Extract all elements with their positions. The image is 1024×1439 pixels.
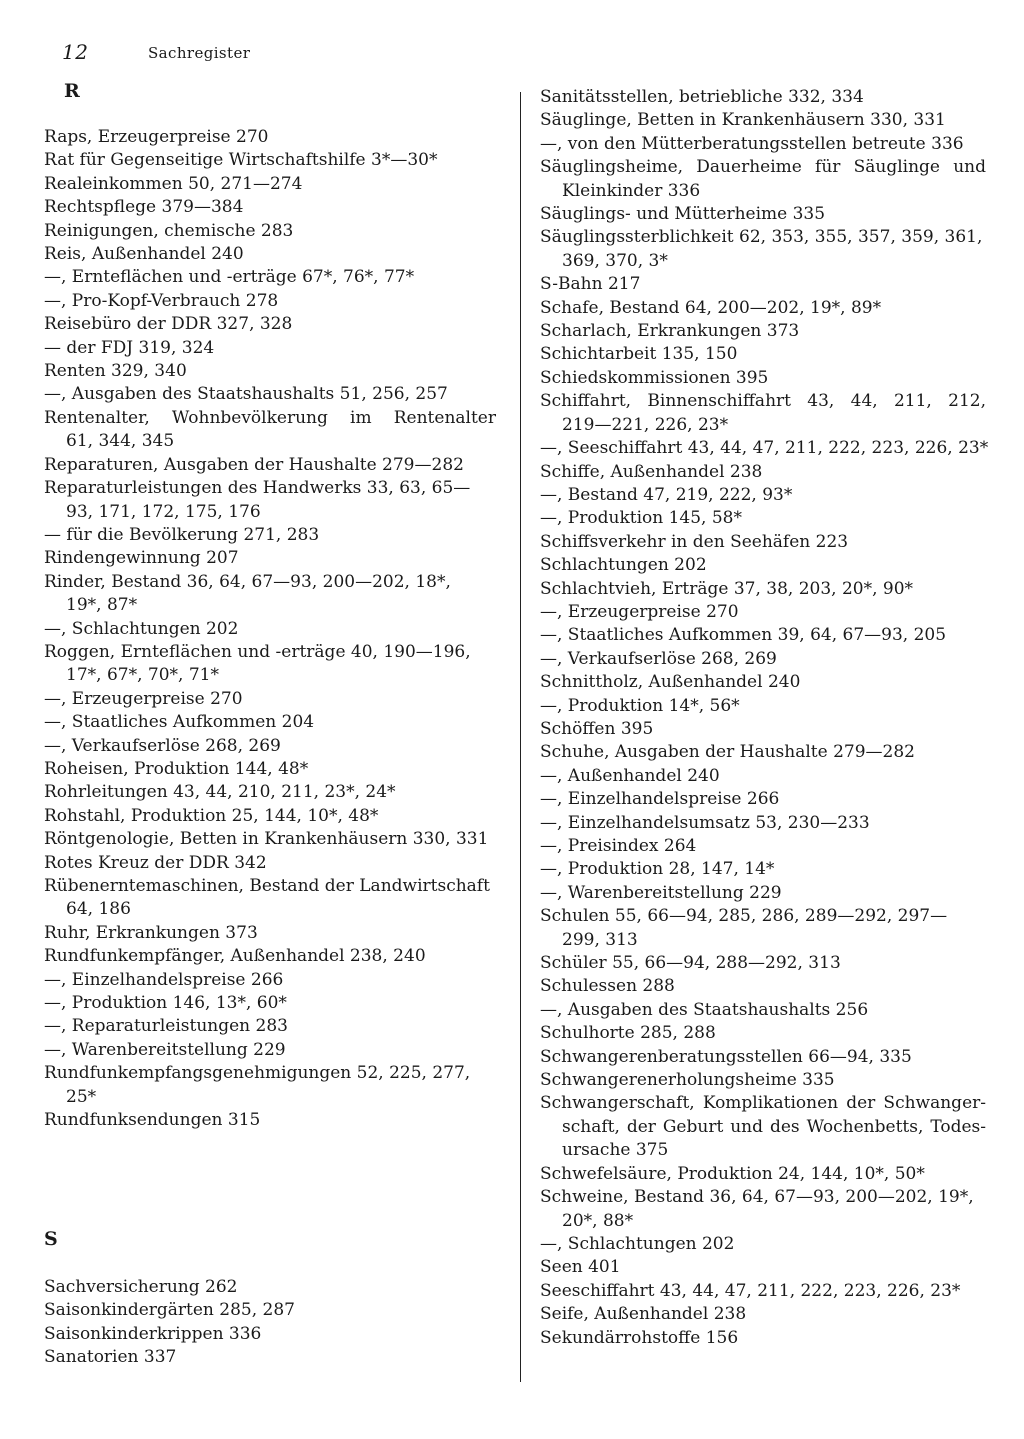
running-title: Sachregister	[148, 44, 251, 62]
index-entry: —, Produktion 28, 147, 14*	[540, 859, 775, 880]
index-entry: —, Ausgaben des Staatshaushalts 51, 256, 257	[44, 384, 448, 405]
index-entry: Rat für Gegenseitige Wirtschaftshilfe 3*—30*	[44, 150, 438, 171]
index-entry: Raps, Erzeugerpreise 270	[44, 127, 269, 147]
index-entry: —, Außenhandel 240	[540, 765, 720, 786]
index-entry-continuation: 64, 186	[66, 899, 131, 920]
index-entry: —, von den Mütterberatungsstellen betreute 336	[540, 133, 964, 154]
index-entry: Schuhe, Ausgaben der Haushalte 279—282	[540, 742, 915, 763]
index-entry: — der FDJ 319, 324	[44, 337, 215, 358]
index-entry: —, Produktion 146, 13*, 60*	[44, 993, 287, 1014]
index-entry: Säuglingssterblichkeit 62, 353, 355, 357, 359, 361,	[540, 227, 983, 248]
index-entry: Röntgenologie, Betten in Krankenhäusern 330, 331	[44, 829, 489, 850]
index-entry: Saisonkinderkrippen 336	[44, 1323, 262, 1344]
index-entry: —, Erzeugerpreise 270	[540, 601, 739, 622]
index-entry-continuation: 17*, 67*, 70*, 71*	[66, 665, 219, 686]
index-entry: Rundfunkempfangsgenehmigungen 52, 225, 277,	[44, 1063, 471, 1084]
index-entry: Rundfunkempfänger, Außenhandel 238, 240	[44, 946, 426, 967]
index-entry: Rohrleitungen 43, 44, 210, 211, 23*, 24*	[44, 782, 396, 803]
index-entry: —, Seeschiffahrt 43, 44, 47, 211, 222, 223, 226, 23*	[540, 438, 989, 459]
index-entry-continuation: 299, 313	[562, 929, 638, 950]
index-entry: — für die Bevölkerung 271, 283	[44, 524, 320, 545]
index-entry: Schwangerschaft, Komplikationen der Schwanger-	[540, 1093, 986, 1114]
index-entry: Rübenerntemaschinen, Bestand der Landwirtschaft	[44, 876, 490, 896]
index-entry: —, Warenbereitstellung 229	[540, 882, 782, 903]
index-entry: Rinder, Bestand 36, 64, 67—93, 200—202, 18*,	[44, 571, 451, 592]
index-entry-continuation: 61, 344, 345	[66, 431, 175, 452]
section-heading-r: R	[64, 80, 80, 102]
index-entry: —, Ausgaben des Staatshaushalts 256	[540, 999, 869, 1020]
index-entry: Schwefelsäure, Produktion 24, 144, 10*, 50*	[540, 1163, 925, 1184]
index-entry: Sachversicherung 262	[44, 1277, 238, 1297]
s-section-list	[44, 1276, 496, 1370]
index-entry: —, Einzelhandelspreise 266	[44, 969, 284, 990]
index-entry: —, Schlachtungen 202	[44, 618, 239, 639]
index-entry: Scharlach, Erkrankungen 373	[540, 321, 800, 342]
index-entry: Säuglingsheime, Dauerheime für Säuglinge und	[540, 157, 986, 178]
index-entry: Sanatorien 337	[44, 1347, 177, 1368]
index-entry-continuation: 25*	[66, 1086, 97, 1107]
index-entry: —, Bestand 47, 219, 222, 93*	[540, 484, 793, 505]
index-entry: Schiffahrt, Binnenschiffahrt 43, 44, 211, 212,	[540, 391, 986, 412]
index-entry: Säuglings- und Mütterheime 335	[540, 204, 826, 225]
index-entry: Schwangerenerholungsheime 335	[540, 1070, 835, 1091]
index-entry: —, Schlachtungen 202	[540, 1233, 735, 1254]
index-entry: Seife, Außenhandel 238	[540, 1304, 747, 1325]
index-entry: —, Verkaufserlöse 268, 269	[540, 648, 777, 669]
index-entry: Säuglinge, Betten in Krankenhäusern 330, 331	[540, 110, 946, 131]
index-entry: —, Ernteflächen und -erträge 67*, 76*, 77*	[44, 267, 415, 288]
index-entry: Schlachtungen 202	[540, 555, 707, 576]
index-entry: Saisonkindergärten 285, 287	[44, 1300, 295, 1321]
index-entry: Schichtarbeit 135, 150	[540, 344, 738, 365]
page-number: 12	[62, 40, 89, 64]
index-entry: Rindengewinnung 207	[44, 548, 239, 569]
index-entry: Schulen 55, 66—94, 285, 286, 289—292, 297—	[540, 906, 948, 927]
index-entry: Schweine, Bestand 36, 64, 67—93, 200—202, 19*,	[540, 1187, 974, 1208]
right-column	[540, 86, 989, 1350]
section-heading-s: S	[44, 1228, 58, 1250]
index-entry-continuation: 20*, 88*	[562, 1210, 634, 1231]
index-entry: —, Warenbereitstellung 229	[44, 1039, 286, 1060]
index-entry: —, Preisindex 264	[540, 836, 697, 856]
index-entry-continuation: 93, 171, 172, 175, 176	[66, 501, 261, 522]
index-entry: Sekundärrohstoffe 156	[540, 1327, 739, 1348]
index-entry: Reinigungen, chemische 283	[44, 220, 294, 241]
index-entry: Rundfunksendungen 315	[44, 1110, 261, 1131]
index-entry: Schulessen 288	[540, 976, 675, 997]
index-entry: —, Reparaturleistungen 283	[44, 1016, 288, 1037]
index-entry: —, Produktion 145, 58*	[540, 508, 742, 529]
index-entry-continuation: 369, 370, 3*	[562, 250, 668, 271]
column-divider	[520, 92, 521, 1382]
index-entry: Schwangerenberatungsstellen 66—94, 335	[540, 1046, 912, 1067]
index-entry-continuation: ursache 375	[562, 1140, 669, 1161]
index-entry: —, Staatliches Aufkommen 39, 64, 67—93, 205	[540, 625, 947, 646]
index-entry: —, Einzelhandelsumsatz 53, 230—233	[540, 812, 870, 833]
index-entry: —, Produktion 14*, 56*	[540, 695, 740, 716]
index-entry: Reis, Außenhandel 240	[44, 244, 244, 265]
index-entry: Schöffen 395	[540, 718, 654, 739]
index-entry: —, Pro-Kopf-Verbrauch 278	[44, 290, 279, 311]
index-entry: Roheisen, Produktion 144, 48*	[44, 758, 309, 779]
index-entry-continuation: 19*, 87*	[66, 595, 138, 616]
index-entry: Schüler 55, 66—94, 288—292, 313	[540, 953, 841, 974]
index-entry: Ruhr, Erkrankungen 373	[44, 922, 258, 943]
index-entry: Renten 329, 340	[44, 361, 187, 382]
index-entry: Rechtspflege 379—384	[44, 197, 244, 218]
index-entry: Schafe, Bestand 64, 200—202, 19*, 89*	[540, 297, 882, 318]
index-entry: Sanitätsstellen, betriebliche 332, 334	[540, 87, 864, 107]
index-entry: S-Bahn 217	[540, 274, 641, 295]
index-entry: Schiffe, Außenhandel 238	[540, 461, 763, 482]
index-entry: Rentenalter, Wohnbevölkerung im Rentenalter	[44, 407, 496, 428]
index-entry: —, Einzelhandelspreise 266	[540, 789, 780, 810]
index-entry: Seeschiffahrt 43, 44, 47, 211, 222, 223, 226, 23*	[540, 1280, 961, 1301]
index-entry-continuation: Kleinkinder 336	[562, 180, 701, 201]
index-entry: Rohstahl, Produktion 25, 144, 10*, 48*	[44, 805, 379, 826]
index-entry-continuation: 219—221, 226, 23*	[562, 414, 729, 435]
index-entry: Rotes Kreuz der DDR 342	[44, 852, 267, 873]
index-entry: Schiffsverkehr in den Seehäfen 223	[540, 531, 849, 552]
index-entry: —, Erzeugerpreise 270	[44, 688, 243, 709]
index-entry: Seen 401	[540, 1257, 621, 1278]
index-entry: Reisebüro der DDR 327, 328	[44, 314, 293, 335]
index-entry: Realeinkommen 50, 271—274	[44, 173, 303, 194]
left-column	[44, 126, 496, 1132]
index-entry: Schnittholz, Außenhandel 240	[540, 672, 801, 693]
index-entry: Reparaturen, Ausgaben der Haushalte 279—282	[44, 454, 464, 475]
index-entry: —, Verkaufserlöse 268, 269	[44, 735, 281, 756]
index-entry: Roggen, Ernteflächen und -erträge 40, 190—196,	[44, 641, 471, 662]
index-entry: Schiedskommissionen 395	[540, 367, 769, 388]
index-entry: Schlachtvieh, Erträge 37, 38, 203, 20*, 90*	[540, 578, 914, 599]
index-entry: —, Staatliches Aufkommen 204	[44, 712, 315, 733]
index-entry-continuation: schaft, der Geburt und des Wochenbetts, Todes-	[562, 1116, 986, 1137]
index-entry: Schulhorte 285, 288	[540, 1023, 716, 1044]
index-entry: Reparaturleistungen des Handwerks 33, 63, 65—	[44, 478, 471, 499]
